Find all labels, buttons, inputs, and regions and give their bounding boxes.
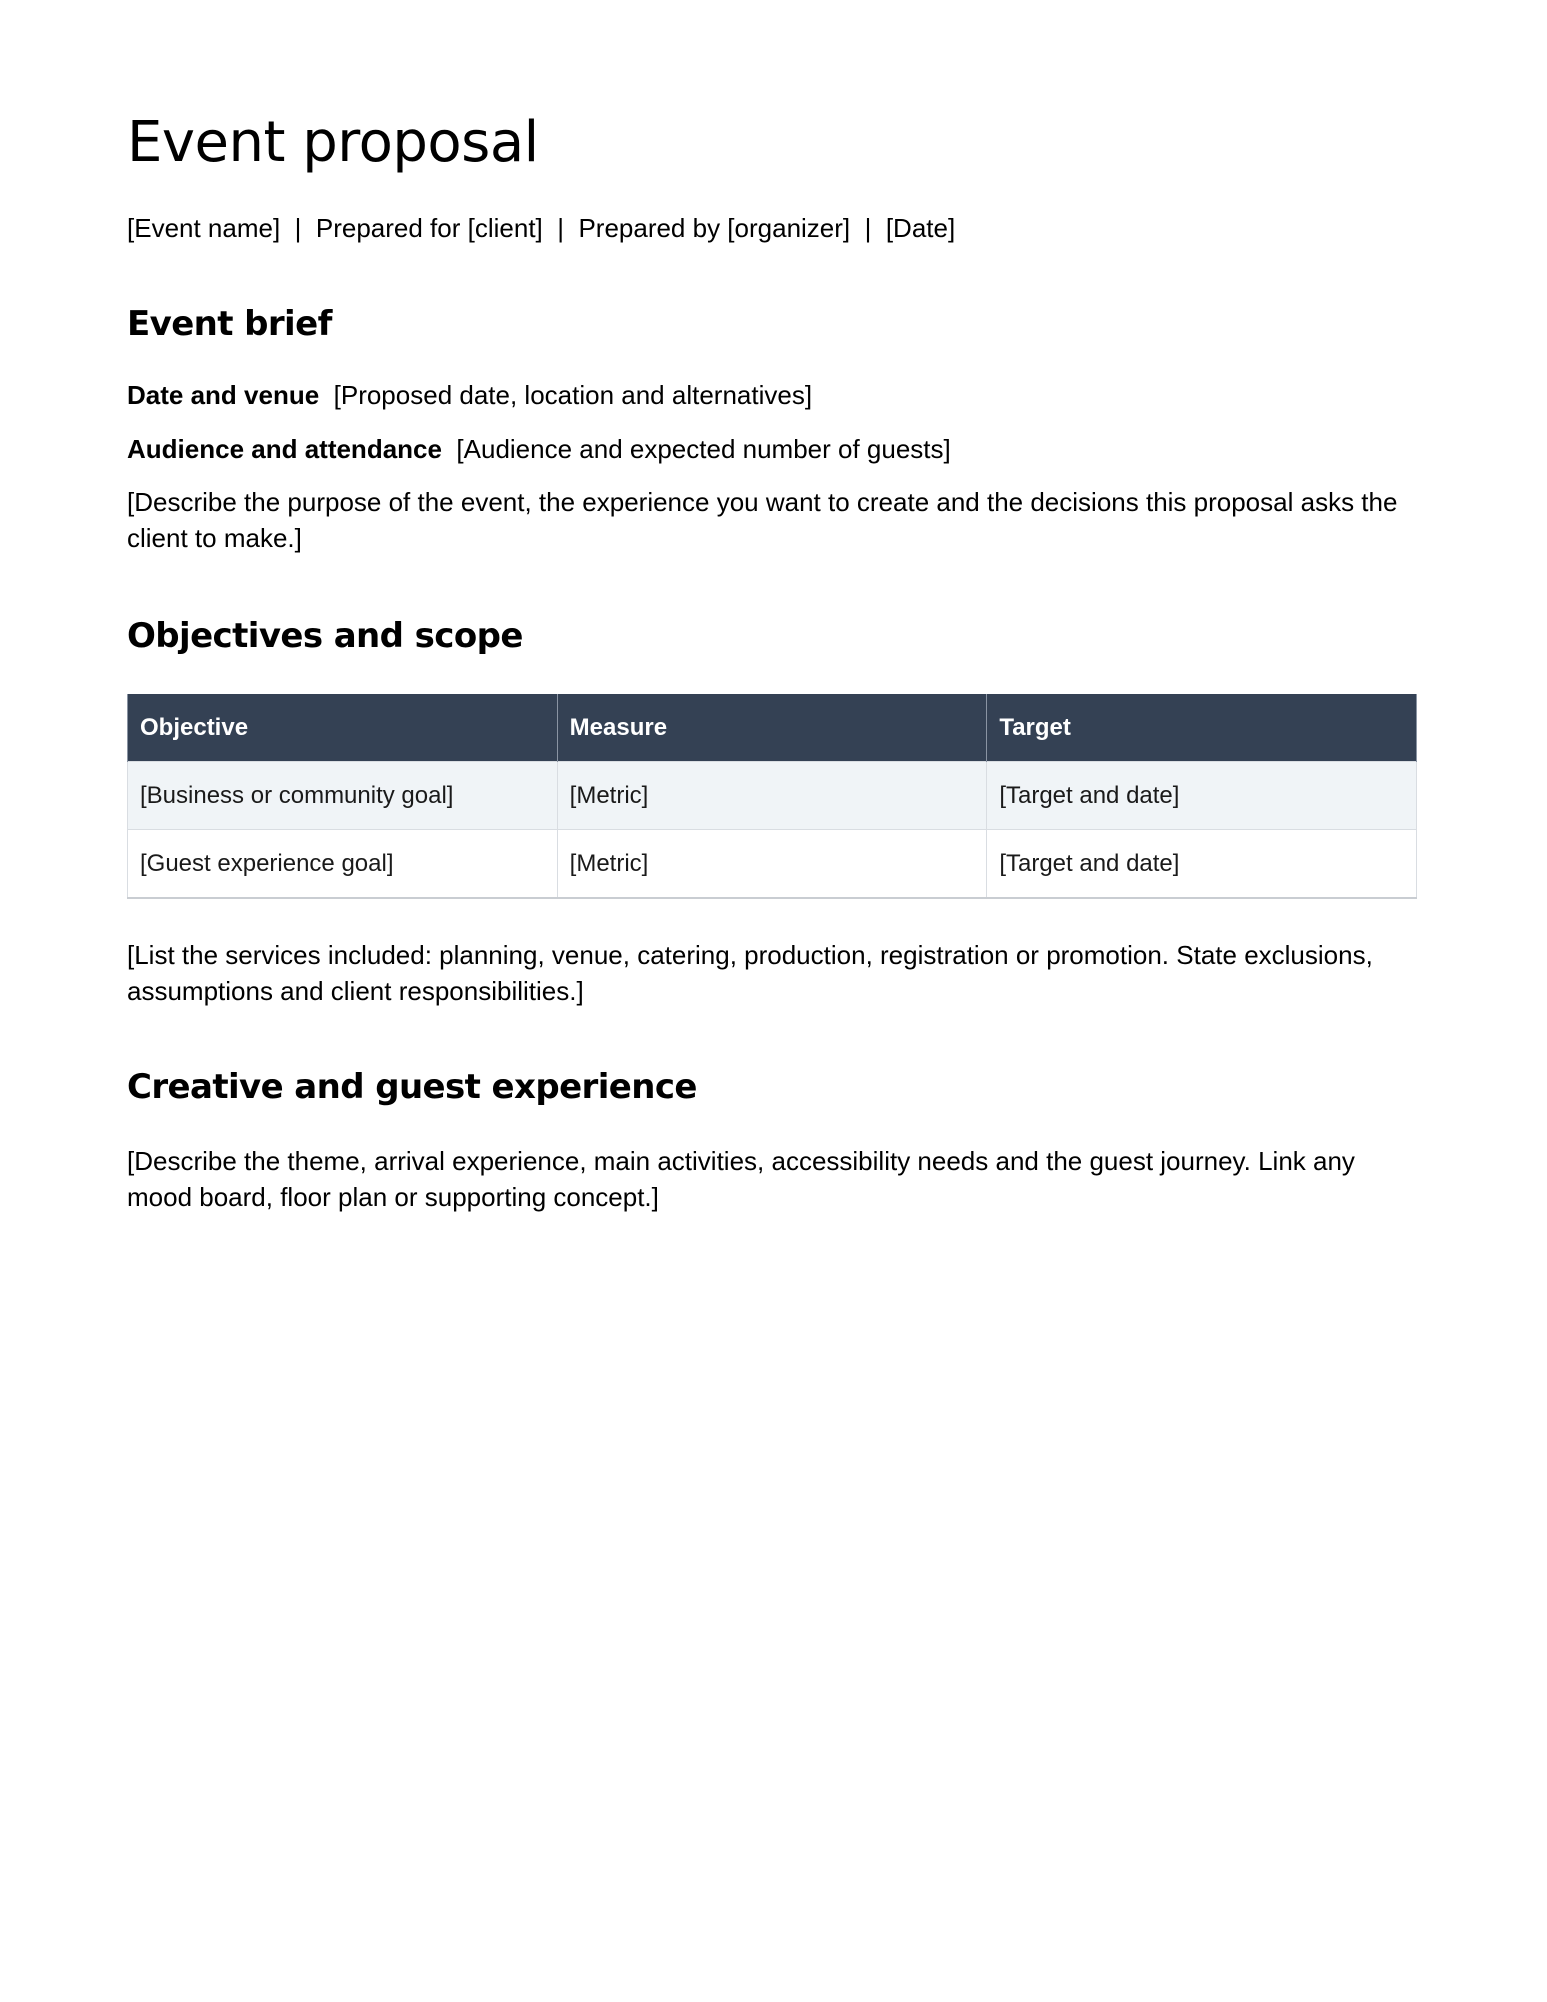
meta-line — [127, 210, 955, 246]
column-header-target: Target — [987, 694, 1417, 762]
event-brief-description: [Describe the purpose of the event, the experience you want to create and the decisions this proposal asks the client to make.] — [127, 487, 1398, 553]
meta-date: [Date] — [885, 213, 956, 243]
section-heading-objectives: Objectives and scope — [127, 616, 523, 656]
meta-prepared-for: Prepared for [client] — [315, 213, 543, 243]
column-header-objective: Objective — [128, 694, 558, 762]
table-cell: [Metric] — [557, 830, 987, 899]
table-row — [128, 762, 1417, 830]
date-venue-value: [Proposed date, location and alternatives] — [333, 380, 813, 410]
audience-label: Audience and attendance — [127, 434, 442, 464]
table-cell: [Target and date] — [987, 830, 1417, 899]
audience-value: [Audience and expected number of guests] — [456, 434, 951, 464]
meta-prepared-by: Prepared by [organizer] — [578, 213, 851, 243]
column-header-measure: Measure — [557, 694, 987, 762]
date-venue-line — [127, 377, 1417, 413]
table-row — [128, 830, 1417, 899]
section-heading-creative: Creative and guest experience — [127, 1067, 697, 1107]
audience-line — [127, 431, 1417, 467]
meta-separator: | — [557, 213, 564, 243]
section-heading-event-brief: Event brief — [127, 304, 332, 344]
table-cell: [Target and date] — [987, 762, 1417, 830]
table-cell: [Guest experience goal] — [128, 830, 558, 899]
date-venue-label: Date and venue — [127, 380, 320, 410]
objectives-table-container — [127, 694, 1417, 899]
table-cell: [Metric] — [557, 762, 987, 830]
meta-separator: | — [864, 213, 872, 243]
document-title: Event proposal — [127, 110, 539, 175]
meta-separator: | — [294, 213, 302, 243]
creative-description: [Describe the theme, arrival experience, main activities, accessibility needs and the guest journey. Link any mood board, floor plan or supporting concept.] — [127, 1146, 1355, 1212]
table-cell: [Business or community goal] — [128, 762, 558, 830]
table-header-row — [128, 694, 1417, 762]
meta-event-name: [Event name] — [127, 213, 281, 243]
objectives-table — [127, 694, 1417, 899]
services-description: [List the services included: planning, venue, catering, production, registration or promotion. State exclusions, assumptions and client responsibilities.] — [127, 940, 1373, 1006]
